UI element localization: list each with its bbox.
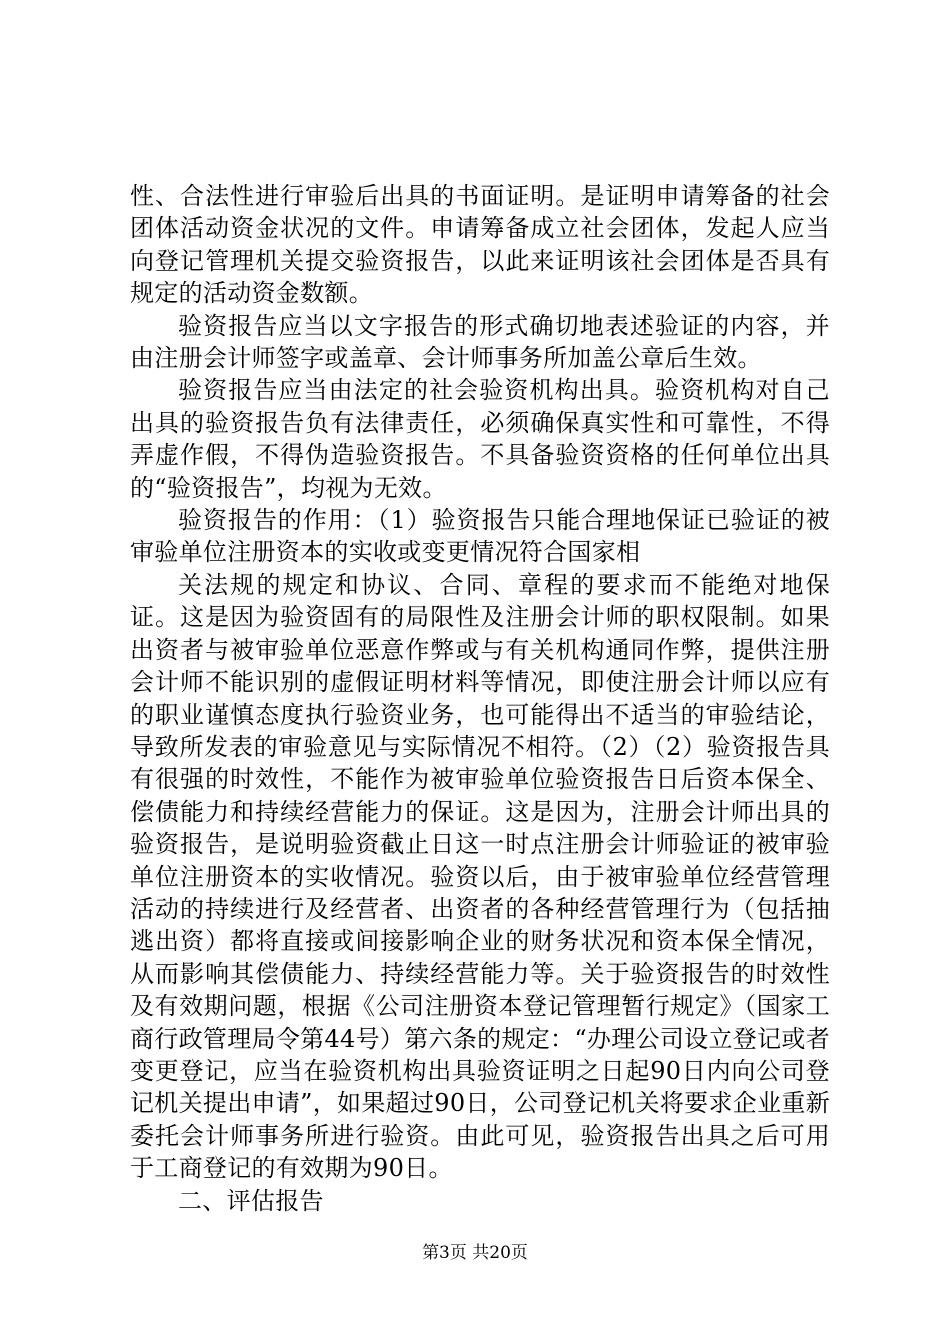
paragraph-1: 性、合法性进行审验后出具的书面证明。是证明申请筹备的社会团体活动资金状况的文件。申请筹备成立社会团体，发起人应当向登记管理机关提交验资报告，以此来证明该社会团体是否具有规定的活动资金数额。	[130, 182, 830, 308]
section-heading: 二、评估报告	[178, 1186, 324, 1215]
paragraph-2: 验资报告应当以文字报告的形式确切地表述验证的内容，并由注册会计师签字或盖章、会计师事务所加盖公章后生效。	[130, 311, 830, 373]
paragraph-4: 验资报告的作用：（1）验资报告只能合理地保证已验证的被审验单位注册资本的实收或变更情况符合国家相	[130, 506, 830, 567]
paragraph-5: 关法规的规定和协议、合同、章程的要求而不能绝对地保证。这是因为验资固有的局限性及注册会计师的职权限制。如果出资者与被审验单位恶意作弊或与有关机构通同作弊，提供注册会计师不能识别的虚假证明材料等情况，即使注册会计师以应有的职业谨慎态度执行验资业务，也可能得出不适当的审验结论，导致所发表的审验意见与实际情况不相符。（2）（2）验资报告具有很强的时效性，不能作为被审验单位验资报告日后资本保全、偿债能力和持续经营能力的保证。这是因为，注册会计师出具的验资报告，是说明验资截止日这一时点注册会计师验证的被审验单位注册资本的实收情况。验资以后，由于被审验单位经营管理活动的持续进行及经营者、出资者的各种经营管理行为（包括抽逃出资）都将直接或间接影响企业的财务状况和资本保全情况，从而影响其偿债能力、持续经营能力等。关于验资报告的时效性及有效期问题，根据《公司注册资本登记管理暂行规定》（国家工商行政管理局令第44号）第六条的规定：“办理公司设立登记或者变更登记，应当在验资机构出具验资证明之日起90日内向公司登记机关提出申请”，如果超过90日，公司登记机关将要求企业重新委托会计师事务所进行验资。由此可见，验资报告出具之后可用于工商登记的有效期为90日。	[130, 570, 830, 1183]
page-number: 第3页 共20页	[422, 1243, 528, 1263]
document-body	[130, 180, 830, 1217]
paragraph-3: 验资报告应当由法定的社会验资机构出具。验资机构对自己出具的验资报告负有法律责任，必须确保真实性和可靠性，不得弄虚作假，不得伪造验资报告。不具备验资资格的任何单位出具的“验资报告”，均视为无效。	[130, 376, 830, 502]
